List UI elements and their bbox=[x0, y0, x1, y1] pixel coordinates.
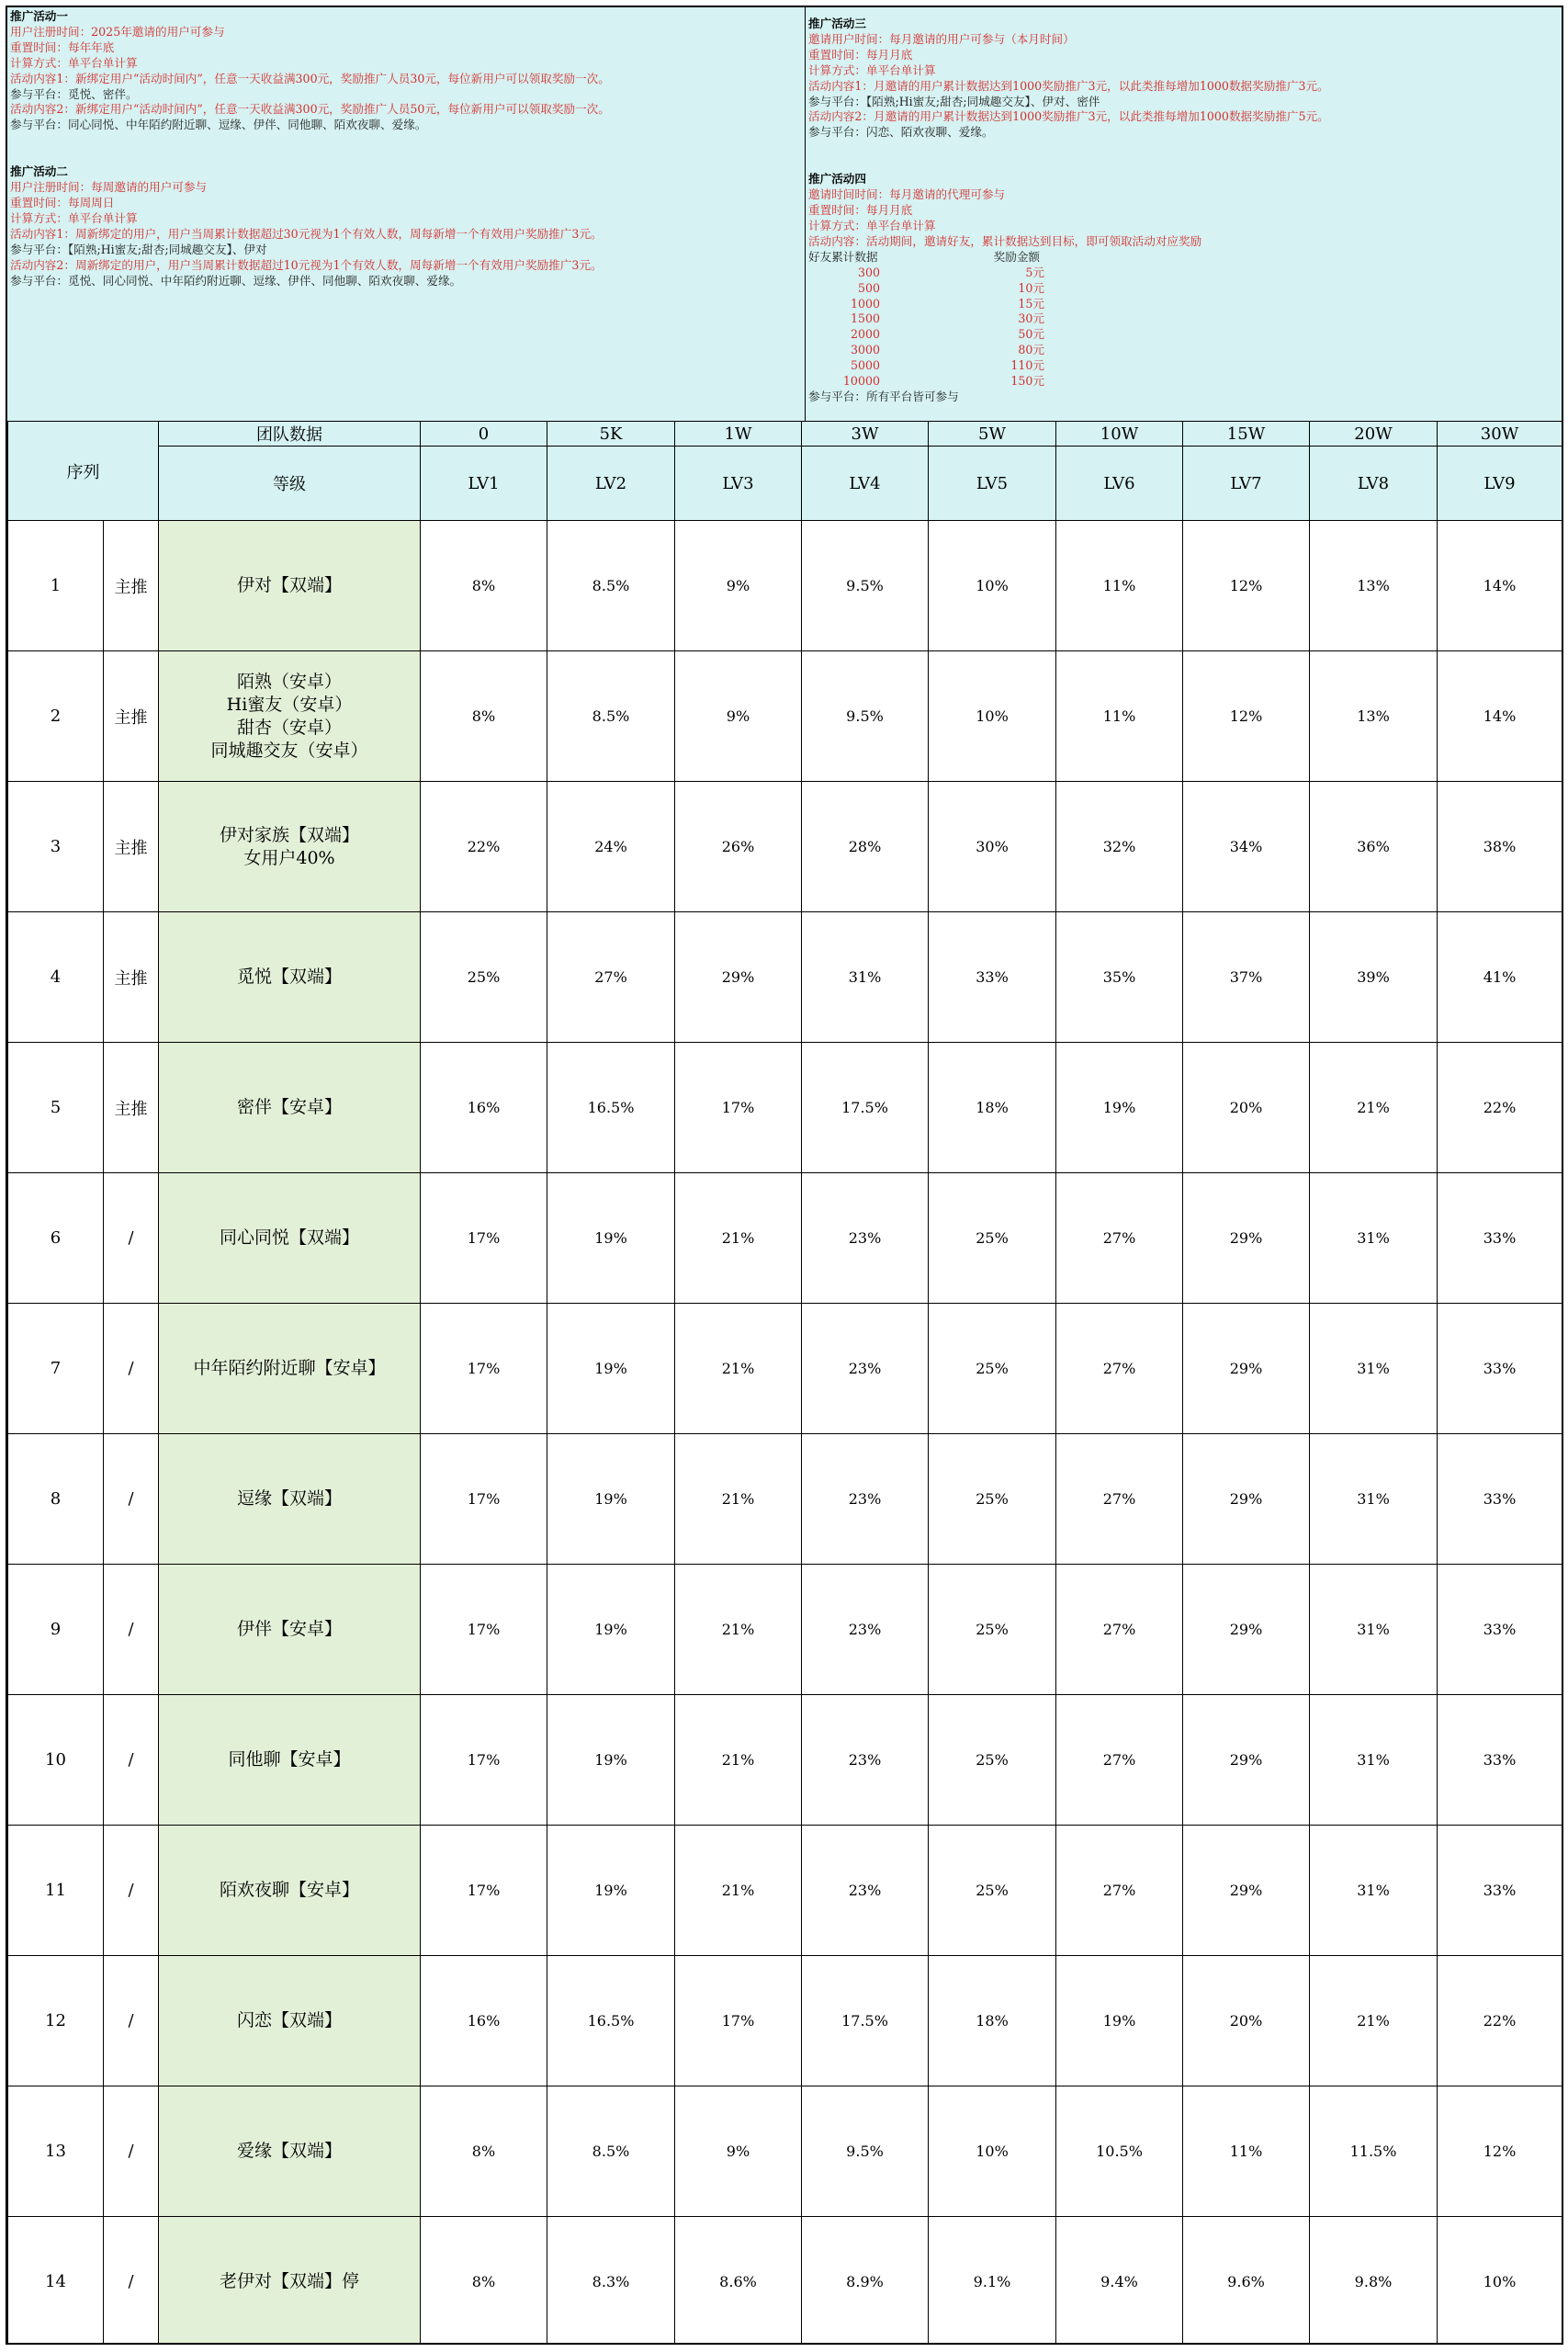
seq-cell[interactable]: 2 bbox=[8, 651, 104, 782]
platform-name-line: 逗缘【双端】 bbox=[236, 1488, 342, 1509]
rate-cell[interactable]: 27% bbox=[547, 912, 675, 1043]
rate-cell[interactable]: 8.6% bbox=[675, 2217, 802, 2346]
rate-cell[interactable]: 9% bbox=[675, 521, 802, 651]
reward-table-header bbox=[808, 250, 1559, 266]
rate-cell[interactable]: 19% bbox=[547, 1826, 675, 1956]
table-row bbox=[8, 2217, 1562, 2346]
rate-cell[interactable]: 29% bbox=[1183, 1695, 1310, 1826]
platform-name-line: 闪恋【双端】 bbox=[236, 2010, 342, 2030]
reward-amount[interactable]: 5元 bbox=[1025, 265, 1044, 279]
activity-2-line[interactable]: 参与平台：【陌熟;Hi蜜友;甜杏;同城趣交友】、伊对 bbox=[10, 242, 267, 256]
rate-cell[interactable]: 39% bbox=[1310, 912, 1438, 1043]
platform-name-line: 密伴【安卓】 bbox=[236, 1097, 342, 1117]
activity-3-line[interactable]: 邀请用户时间：每月邀请的用户可参与（本月时间） bbox=[808, 31, 1075, 46]
table-row bbox=[8, 1434, 1562, 1565]
rate-cell[interactable]: 24% bbox=[547, 782, 675, 912]
tag-cell[interactable]: / bbox=[104, 1826, 159, 1956]
rate-cell[interactable]: 33% bbox=[1438, 1434, 1562, 1565]
platform-name-line: 同他聊【安卓】 bbox=[228, 1749, 351, 1770]
rate-cell[interactable]: 19% bbox=[547, 1173, 675, 1304]
rate-cell[interactable]: 41% bbox=[1438, 912, 1562, 1043]
rate-cell[interactable]: 20% bbox=[1183, 1956, 1310, 2086]
platform-name-cell[interactable] bbox=[159, 1173, 421, 1304]
seq-cell[interactable]: 3 bbox=[8, 782, 104, 912]
rate-cell[interactable]: 22% bbox=[1438, 1043, 1562, 1173]
activity-4-line[interactable]: 计算方式：单平台单计算 bbox=[808, 218, 936, 232]
rate-cell[interactable]: 33% bbox=[1438, 1304, 1562, 1434]
commission-table bbox=[7, 421, 1562, 2345]
reward-row bbox=[808, 281, 1559, 297]
rate-cell[interactable]: 8% bbox=[421, 2217, 547, 2346]
seq-cell[interactable]: 1 bbox=[8, 521, 104, 651]
rate-cell[interactable]: 31% bbox=[1310, 1304, 1438, 1434]
activity-1-line[interactable]: 活动内容2：新绑定用户“活动时间内”，任意一天收益满300元，奖励推广人员50元，每位新用户可以领取奖励一次。 bbox=[10, 102, 610, 117]
activity-1-line[interactable]: 参与平台：觅悦、密伴。 bbox=[10, 86, 138, 101]
rate-cell[interactable]: 25% bbox=[929, 1565, 1056, 1695]
rate-cell[interactable]: 17% bbox=[421, 1695, 547, 1826]
activity-3-line[interactable]: 参与平台：【陌熟;Hi蜜友;甜杏;同城趣交友】、伊对、密伴 bbox=[808, 94, 1100, 108]
reward-row bbox=[808, 297, 1559, 312]
rate-cell[interactable]: 29% bbox=[1183, 1173, 1310, 1304]
level-cell[interactable]: LV1 bbox=[421, 447, 547, 521]
seq-cell[interactable]: 10 bbox=[8, 1695, 104, 1826]
threshold-cell[interactable]: 5K bbox=[547, 422, 675, 447]
rate-cell[interactable]: 33% bbox=[929, 912, 1056, 1043]
rate-cell[interactable]: 31% bbox=[802, 912, 929, 1043]
level-cell[interactable]: LV7 bbox=[1183, 447, 1310, 521]
rate-cell[interactable]: 12% bbox=[1438, 2086, 1562, 2217]
tag-cell[interactable]: / bbox=[104, 2086, 159, 2217]
rate-cell[interactable]: 8.5% bbox=[547, 2086, 675, 2217]
activity-2-line[interactable]: 活动内容2：周新绑定的用户，用户当周累计数据超过10元视为1个有效人数，周每新增一个有效用户奖励推广3元。 bbox=[10, 257, 603, 272]
platform-name-line: 陌欢夜聊【安卓】 bbox=[219, 1880, 359, 1900]
rate-cell[interactable]: 8% bbox=[421, 2086, 547, 2217]
rate-cell[interactable]: 9.5% bbox=[802, 2086, 929, 2217]
rate-cell[interactable]: 25% bbox=[929, 1173, 1056, 1304]
rate-cell[interactable]: 27% bbox=[1056, 1434, 1183, 1565]
rate-cell[interactable]: 21% bbox=[675, 1826, 802, 1956]
rate-cell[interactable]: 13% bbox=[1310, 651, 1438, 782]
platform-name-cell[interactable] bbox=[159, 1565, 421, 1695]
threshold-cell[interactable]: 5W bbox=[929, 422, 1056, 447]
rate-cell[interactable]: 17% bbox=[421, 1565, 547, 1695]
rate-cell[interactable]: 32% bbox=[1056, 782, 1183, 912]
rate-cell[interactable]: 21% bbox=[675, 1565, 802, 1695]
spreadsheet bbox=[6, 6, 1563, 2345]
seq-cell[interactable]: 9 bbox=[8, 1565, 104, 1695]
rate-cell[interactable]: 25% bbox=[421, 912, 547, 1043]
table-row bbox=[8, 1043, 1562, 1173]
reward-amount[interactable]: 50元 bbox=[1018, 327, 1044, 342]
seq-cell[interactable]: 11 bbox=[8, 1826, 104, 1956]
platform-name-line: 老伊对【双端】停 bbox=[219, 2271, 359, 2291]
rate-cell[interactable]: 33% bbox=[1438, 1173, 1562, 1304]
threshold-cell[interactable]: 20W bbox=[1310, 422, 1438, 447]
reward-threshold[interactable]: 1500 bbox=[850, 311, 880, 326]
tag-cell[interactable]: 主推 bbox=[104, 782, 159, 912]
activity-2-line[interactable]: 计算方式：单平台单计算 bbox=[10, 210, 138, 225]
platform-name-cell[interactable] bbox=[159, 1434, 421, 1565]
rate-cell[interactable]: 23% bbox=[802, 1826, 929, 1956]
activity-1-line[interactable]: 计算方式：单平台单计算 bbox=[10, 55, 138, 70]
level-label[interactable]: 等级 bbox=[159, 447, 421, 521]
rate-cell[interactable]: 19% bbox=[547, 1434, 675, 1565]
rate-cell[interactable]: 16.5% bbox=[547, 1956, 675, 2086]
seq-header[interactable]: 序列 bbox=[8, 422, 159, 521]
activity-2-line[interactable]: 活动内容1：周新绑定的用户，用户当周累计数据超过30元视为1个有效人数，周每新增一个有效用户奖励推广3元。 bbox=[10, 226, 603, 241]
tag-cell[interactable]: / bbox=[104, 1434, 159, 1565]
rate-cell[interactable]: 17% bbox=[421, 1304, 547, 1434]
rate-cell[interactable]: 17.5% bbox=[802, 1956, 929, 2086]
rate-cell[interactable]: 9% bbox=[675, 651, 802, 782]
activity-3-title[interactable]: 推广活动三 bbox=[808, 17, 866, 30]
activity-4-line[interactable]: 活动内容：活动期间，邀请好友，累计数据达到目标，即可领取活动对应奖励 bbox=[808, 233, 1202, 248]
rate-cell[interactable]: 36% bbox=[1310, 782, 1438, 912]
tag-cell[interactable]: / bbox=[104, 1956, 159, 2086]
rate-cell[interactable]: 17% bbox=[421, 1173, 547, 1304]
promo-notes-left bbox=[7, 7, 806, 421]
platform-name-line: 甜杏（安卓） bbox=[236, 717, 342, 738]
rate-cell[interactable]: 31% bbox=[1310, 1434, 1438, 1565]
rate-cell[interactable]: 29% bbox=[675, 912, 802, 1043]
rate-cell[interactable]: 21% bbox=[1310, 1043, 1438, 1173]
rate-cell[interactable]: 38% bbox=[1438, 782, 1562, 912]
rate-cell[interactable]: 8.9% bbox=[802, 2217, 929, 2346]
seq-cell[interactable]: 4 bbox=[8, 912, 104, 1043]
rate-cell[interactable]: 17.5% bbox=[802, 1043, 929, 1173]
rate-cell[interactable]: 19% bbox=[547, 1565, 675, 1695]
level-cell[interactable]: LV8 bbox=[1310, 447, 1438, 521]
activity-1-line[interactable]: 参与平台：同心同悦、中年陌约附近聊、逗缘、伊伴、同他聊、陌欢夜聊、爱缘。 bbox=[10, 118, 427, 132]
rate-cell[interactable]: 29% bbox=[1183, 1434, 1310, 1565]
rate-cell[interactable]: 23% bbox=[802, 1304, 929, 1434]
rate-cell[interactable]: 31% bbox=[1310, 1565, 1438, 1695]
rate-cell[interactable]: 21% bbox=[675, 1434, 802, 1565]
rate-cell[interactable]: 33% bbox=[1438, 1826, 1562, 1956]
rate-cell[interactable]: 25% bbox=[929, 1826, 1056, 1956]
reward-threshold[interactable]: 3000 bbox=[850, 343, 880, 357]
rate-cell[interactable]: 21% bbox=[675, 1304, 802, 1434]
reward-row bbox=[808, 343, 1559, 358]
activity-3-line[interactable]: 活动内容2：月邀请的用户累计数据达到1000奖励推广3元，以此类推每增加1000数据奖励推广5元。 bbox=[808, 109, 1329, 124]
reward-amount[interactable]: 110元 bbox=[1010, 358, 1044, 373]
threshold-cell[interactable]: 3W bbox=[802, 422, 929, 447]
table-row bbox=[8, 1956, 1562, 2086]
rate-cell[interactable]: 29% bbox=[1183, 1826, 1310, 1956]
platform-name-cell[interactable] bbox=[159, 1304, 421, 1434]
level-cell[interactable]: LV9 bbox=[1438, 447, 1562, 521]
seq-cell[interactable]: 12 bbox=[8, 1956, 104, 2086]
rate-cell[interactable]: 11% bbox=[1056, 651, 1183, 782]
reward-row bbox=[808, 374, 1559, 390]
threshold-cell[interactable]: 1W bbox=[675, 422, 802, 447]
platform-name-line: 陌熟（安卓） bbox=[236, 671, 342, 692]
platform-name-line: 中年陌约附近聊【安卓】 bbox=[193, 1358, 386, 1378]
activity-3-line[interactable]: 活动内容1：月邀请的用户累计数据达到1000奖励推广3元，以此类推每增加1000数据奖励推广3元。 bbox=[808, 78, 1329, 93]
threshold-cell[interactable]: 30W bbox=[1438, 422, 1562, 447]
platform-name-line: 爱缘【双端】 bbox=[236, 2141, 342, 2161]
rate-cell[interactable]: 31% bbox=[1310, 1695, 1438, 1826]
team-data-label[interactable]: 团队数据 bbox=[159, 422, 421, 447]
rate-cell[interactable]: 25% bbox=[929, 1695, 1056, 1826]
rate-cell[interactable]: 29% bbox=[1183, 1304, 1310, 1434]
activity-2-title[interactable]: 推广活动二 bbox=[10, 164, 68, 179]
rate-cell[interactable]: 19% bbox=[547, 1304, 675, 1434]
platform-name-line: 女用户40% bbox=[243, 847, 335, 868]
reward-threshold[interactable]: 500 bbox=[857, 280, 880, 295]
level-cell[interactable]: LV6 bbox=[1056, 447, 1183, 521]
activity-4-line[interactable]: 重置时间：每月月底 bbox=[808, 203, 913, 218]
rate-cell[interactable]: 22% bbox=[1438, 1956, 1562, 2086]
promo-notes-right bbox=[806, 7, 1562, 421]
table-row bbox=[8, 2086, 1562, 2217]
rate-cell[interactable]: 27% bbox=[1056, 1173, 1183, 1304]
reward-threshold[interactable]: 10000 bbox=[842, 374, 880, 389]
rate-cell[interactable]: 10% bbox=[929, 521, 1056, 651]
rate-cell[interactable]: 10.5% bbox=[1056, 2086, 1183, 2217]
rate-cell[interactable]: 12% bbox=[1183, 651, 1310, 782]
rate-cell[interactable]: 28% bbox=[802, 782, 929, 912]
rate-cell[interactable]: 31% bbox=[1310, 1173, 1438, 1304]
tag-cell[interactable]: 主推 bbox=[104, 651, 159, 782]
reward-amount[interactable]: 30元 bbox=[1018, 311, 1044, 326]
rate-cell[interactable]: 19% bbox=[1056, 1043, 1183, 1173]
platform-name-line: 同城趣交友（安卓） bbox=[210, 740, 368, 761]
rate-cell[interactable]: 33% bbox=[1438, 1565, 1562, 1695]
platform-name-line: 同心同悦【双端】 bbox=[219, 1227, 359, 1248]
rate-cell[interactable]: 30% bbox=[929, 782, 1056, 912]
seq-cell[interactable]: 6 bbox=[8, 1173, 104, 1304]
rate-cell[interactable]: 14% bbox=[1438, 651, 1562, 782]
platform-name-cell[interactable] bbox=[159, 1956, 421, 2086]
activity-3-line[interactable]: 计算方式：单平台单计算 bbox=[808, 62, 936, 77]
rate-cell[interactable]: 23% bbox=[802, 1695, 929, 1826]
rate-cell[interactable]: 11.5% bbox=[1310, 2086, 1438, 2217]
reward-threshold[interactable]: 300 bbox=[857, 265, 880, 279]
activity-1-line[interactable]: 重置时间：每年年底 bbox=[10, 40, 115, 54]
table-row bbox=[8, 912, 1562, 1043]
activity-2-line[interactable]: 用户注册时间：每周邀请的用户可参与 bbox=[10, 180, 208, 195]
rate-cell[interactable]: 23% bbox=[802, 1565, 929, 1695]
activity-4-line[interactable]: 邀请时间时间：每月邀请的代理可参与 bbox=[808, 187, 1006, 202]
rate-cell[interactable]: 19% bbox=[547, 1695, 675, 1826]
reward-row bbox=[808, 311, 1559, 327]
reward-threshold[interactable]: 1000 bbox=[850, 296, 880, 311]
platform-name-cell[interactable] bbox=[159, 912, 421, 1043]
seq-cell[interactable]: 5 bbox=[8, 1043, 104, 1173]
level-cell[interactable]: LV2 bbox=[547, 447, 675, 521]
rate-cell[interactable]: 8% bbox=[421, 521, 547, 651]
level-cell[interactable]: LV3 bbox=[675, 447, 802, 521]
activity-4-title[interactable]: 推广活动四 bbox=[808, 172, 866, 187]
tag-cell[interactable]: / bbox=[104, 1565, 159, 1695]
table-row bbox=[8, 651, 1562, 782]
platform-name-line: Hi蜜友（安卓） bbox=[226, 694, 353, 715]
rate-cell[interactable]: 20% bbox=[1183, 1043, 1310, 1173]
tag-cell[interactable]: 主推 bbox=[104, 1043, 159, 1173]
table-row bbox=[8, 1695, 1562, 1826]
reward-amount[interactable]: 80元 bbox=[1018, 343, 1044, 357]
rate-cell[interactable]: 27% bbox=[1056, 1304, 1183, 1434]
rate-cell[interactable]: 18% bbox=[929, 1043, 1056, 1173]
rate-cell[interactable]: 8.3% bbox=[547, 2217, 675, 2346]
rate-cell[interactable]: 10% bbox=[929, 2086, 1056, 2217]
rate-cell[interactable]: 9.4% bbox=[1056, 2217, 1183, 2346]
activity-2-line[interactable]: 参与平台：觅悦、同心同悦、中年陌约附近聊、逗缘、伊伴、同他聊、陌欢夜聊、爱缘。 bbox=[10, 273, 462, 288]
platform-name-cell[interactable] bbox=[159, 521, 421, 651]
platform-name-cell[interactable] bbox=[159, 1695, 421, 1826]
platform-name-line: 伊对家族【双端】 bbox=[219, 824, 359, 845]
table-row bbox=[8, 1173, 1562, 1304]
rate-cell[interactable]: 13% bbox=[1310, 521, 1438, 651]
rate-cell[interactable]: 25% bbox=[929, 1434, 1056, 1565]
activity-2-line[interactable]: 重置时间：每周周日 bbox=[10, 196, 115, 210]
rate-cell[interactable]: 8% bbox=[421, 651, 547, 782]
table-row bbox=[8, 521, 1562, 651]
rate-cell[interactable]: 14% bbox=[1438, 521, 1562, 651]
tag-cell[interactable]: / bbox=[104, 1304, 159, 1434]
tag-cell[interactable]: / bbox=[104, 1173, 159, 1304]
rate-cell[interactable]: 21% bbox=[1310, 1956, 1438, 2086]
rate-cell[interactable]: 23% bbox=[802, 1173, 929, 1304]
seq-cell[interactable]: 14 bbox=[8, 2217, 104, 2346]
platform-name-cell[interactable] bbox=[159, 651, 421, 782]
reward-amount-header[interactable]: 奖励金额 bbox=[993, 249, 1040, 264]
seq-cell[interactable]: 7 bbox=[8, 1304, 104, 1434]
rate-cell[interactable]: 9.1% bbox=[929, 2217, 1056, 2346]
threshold-cell[interactable]: 15W bbox=[1183, 422, 1310, 447]
table-row bbox=[8, 1304, 1562, 1434]
rate-cell[interactable]: 37% bbox=[1183, 912, 1310, 1043]
rate-cell[interactable]: 33% bbox=[1438, 1695, 1562, 1826]
reward-row bbox=[808, 266, 1559, 281]
rate-cell[interactable]: 9.5% bbox=[802, 651, 929, 782]
rate-cell[interactable]: 11% bbox=[1056, 521, 1183, 651]
rate-cell[interactable]: 17% bbox=[421, 1434, 547, 1565]
rate-cell[interactable]: 27% bbox=[1056, 1565, 1183, 1695]
level-cell[interactable]: LV5 bbox=[929, 447, 1056, 521]
reward-threshold[interactable]: 2000 bbox=[850, 327, 880, 342]
rate-cell[interactable]: 12% bbox=[1183, 521, 1310, 651]
rate-cell[interactable]: 23% bbox=[802, 1434, 929, 1565]
platform-name-line: 觅悦【双端】 bbox=[236, 967, 342, 987]
level-cell[interactable]: LV4 bbox=[802, 447, 929, 521]
rate-cell[interactable]: 10% bbox=[929, 651, 1056, 782]
activity-3-line[interactable]: 参与平台：闪恋、陌欢夜聊、爱缘。 bbox=[808, 125, 994, 140]
activity-1-line[interactable]: 用户注册时间：2025年邀请的用户可参与 bbox=[10, 24, 225, 39]
rate-cell[interactable]: 9.5% bbox=[802, 521, 929, 651]
threshold-cell[interactable]: 10W bbox=[1056, 422, 1183, 447]
activity-1-title[interactable]: 推广活动一 bbox=[10, 9, 68, 23]
reward-table bbox=[808, 266, 1559, 390]
rate-cell[interactable]: 21% bbox=[675, 1695, 802, 1826]
platform-name-cell[interactable] bbox=[159, 2217, 421, 2346]
rate-cell[interactable]: 26% bbox=[675, 782, 802, 912]
rate-cell[interactable]: 34% bbox=[1183, 782, 1310, 912]
rate-cell[interactable]: 17% bbox=[675, 1956, 802, 2086]
reward-row bbox=[808, 358, 1559, 374]
seq-cell[interactable]: 13 bbox=[8, 2086, 104, 2217]
rate-cell[interactable]: 9% bbox=[675, 2086, 802, 2217]
rate-cell[interactable]: 16% bbox=[421, 1956, 547, 2086]
seq-cell[interactable]: 8 bbox=[8, 1434, 104, 1565]
rate-cell[interactable]: 18% bbox=[929, 1956, 1056, 2086]
rate-cell[interactable]: 21% bbox=[675, 1173, 802, 1304]
rate-cell[interactable]: 16% bbox=[421, 1043, 547, 1173]
tag-cell[interactable]: 主推 bbox=[104, 912, 159, 1043]
reward-amount[interactable]: 10元 bbox=[1018, 280, 1044, 295]
rate-cell[interactable]: 10% bbox=[1438, 2217, 1562, 2346]
rate-cell[interactable]: 9.8% bbox=[1310, 2217, 1438, 2346]
rate-cell[interactable]: 35% bbox=[1056, 912, 1183, 1043]
platform-name-cell[interactable] bbox=[159, 1043, 421, 1173]
rate-cell[interactable]: 27% bbox=[1056, 1695, 1183, 1826]
tag-cell[interactable]: / bbox=[104, 2217, 159, 2346]
activity-3-line[interactable]: 重置时间：每月月底 bbox=[808, 47, 913, 62]
platform-name-cell[interactable] bbox=[159, 1826, 421, 1956]
rate-cell[interactable]: 27% bbox=[1056, 1826, 1183, 1956]
platform-name-line: 伊伴【安卓】 bbox=[236, 1619, 342, 1639]
reward-threshold[interactable]: 5000 bbox=[850, 358, 880, 373]
rate-cell[interactable]: 8.5% bbox=[547, 521, 675, 651]
platform-name-cell[interactable] bbox=[159, 782, 421, 912]
table-row bbox=[8, 1826, 1562, 1956]
platform-name-line: 伊对【双端】 bbox=[236, 575, 342, 595]
rate-cell[interactable]: 31% bbox=[1310, 1826, 1438, 1956]
rate-cell[interactable]: 16.5% bbox=[547, 1043, 675, 1173]
level-row bbox=[8, 447, 1562, 521]
threshold-row bbox=[8, 422, 1562, 447]
activity-4-footer[interactable]: 参与平台：所有平台皆可参与 bbox=[808, 389, 959, 403]
rate-cell[interactable]: 17% bbox=[421, 1826, 547, 1956]
rate-cell[interactable]: 29% bbox=[1183, 1565, 1310, 1695]
rate-cell[interactable]: 9.6% bbox=[1183, 2217, 1310, 2346]
rate-cell[interactable]: 17% bbox=[675, 1043, 802, 1173]
table-row bbox=[8, 1565, 1562, 1695]
threshold-cell[interactable]: 0 bbox=[421, 422, 547, 447]
tag-cell[interactable]: 主推 bbox=[104, 521, 159, 651]
rate-cell[interactable]: 25% bbox=[929, 1304, 1056, 1434]
tag-cell[interactable]: / bbox=[104, 1695, 159, 1826]
activity-1-line[interactable]: 活动内容1：新绑定用户“活动时间内”，任意一天收益满300元，奖励推广人员30元，每位新用户可以领取奖励一次。 bbox=[10, 71, 610, 85]
table-row bbox=[8, 782, 1562, 912]
reward-amount[interactable]: 150元 bbox=[1010, 374, 1044, 389]
rate-cell[interactable]: 22% bbox=[421, 782, 547, 912]
rate-cell[interactable]: 11% bbox=[1183, 2086, 1310, 2217]
reward-data-header[interactable]: 好友累计数据 bbox=[808, 249, 878, 264]
reward-amount[interactable]: 15元 bbox=[1018, 296, 1044, 311]
rate-cell[interactable]: 19% bbox=[1056, 1956, 1183, 2086]
platform-name-cell[interactable] bbox=[159, 2086, 421, 2217]
rate-cell[interactable]: 8.5% bbox=[547, 651, 675, 782]
reward-row bbox=[808, 327, 1559, 343]
